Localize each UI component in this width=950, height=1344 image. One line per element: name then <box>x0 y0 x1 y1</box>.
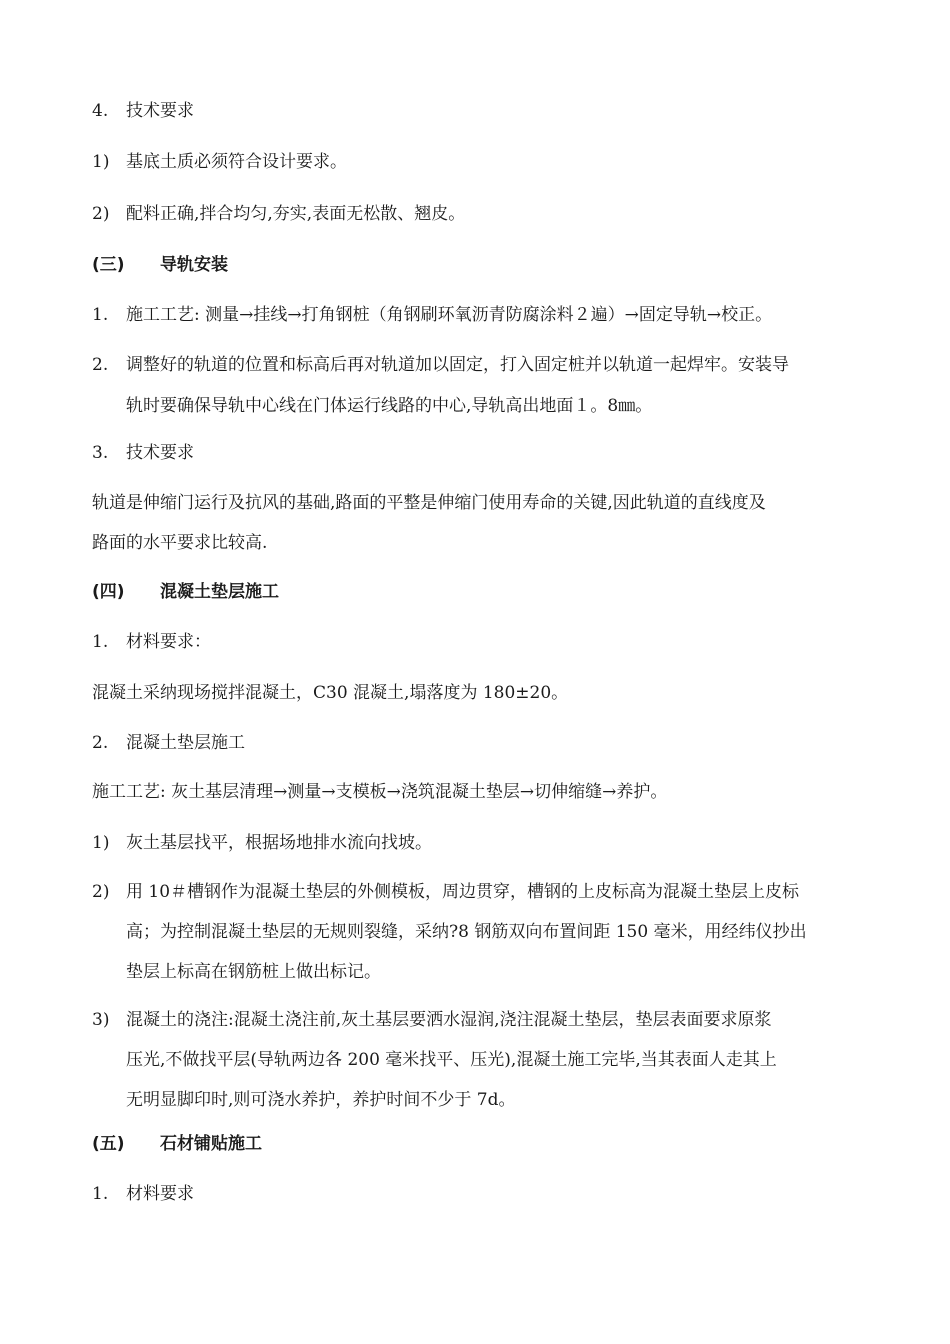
numbered-item <box>92 152 347 172</box>
item-number: 2) <box>92 882 110 902</box>
numbered-item <box>92 632 211 652</box>
numbered-item <box>92 305 772 325</box>
section-title: 导轨安装 <box>160 255 228 275</box>
paragraph-line: 混凝土采纳现场搅拌混凝土，C30 混凝土,塌落度为 180±20。 <box>92 683 569 703</box>
item-text-line: 调整好的轨道的位置和标高后再对轨道加以固定，打入固定桩并以轨道一起焊牢。安装导 <box>126 355 789 375</box>
item-number: 3) <box>92 1010 110 1030</box>
numbered-item <box>92 204 465 224</box>
item-number: 1) <box>92 833 110 853</box>
item-text: 混凝土垫层施工 <box>126 733 245 753</box>
numbered-item <box>92 355 789 375</box>
numbered-item <box>92 443 194 463</box>
item-number: 2. <box>92 355 109 375</box>
item-text: 材料要求： <box>126 632 211 652</box>
item-continuation: 轨时要确保导轨中心线在门体运行线路的中心,导轨高出地面１。8㎜。 <box>126 396 653 416</box>
section-tag: (三) <box>92 255 125 275</box>
paragraph-line: 路面的水平要求比较高. <box>92 533 268 553</box>
item-number: 1) <box>92 152 110 172</box>
item-text-line: 混凝土的浇注:混凝土浇注前,灰土基层要洒水湿润,浇注混凝土垫层，垫层表面要求原浆 <box>126 1010 772 1030</box>
item-number: 2) <box>92 204 110 224</box>
item-text: 施工工艺: 测量→挂线→打角钢桩（角钢刷环氧沥青防腐涂料２遍）→固定导轨→校正。 <box>126 305 773 325</box>
numbered-item <box>92 1184 194 1204</box>
item-continuation: 垫层上标高在钢筋桩上做出标记。 <box>126 962 381 982</box>
item-number: 1. <box>92 632 109 652</box>
item-number: 4. <box>92 101 109 121</box>
item-text: 配料正确,拌合均匀,夯实,表面无松散、翘皮。 <box>126 204 466 224</box>
paragraph-line: 轨道是伸缩门运行及抗风的基础,路面的平整是伸缩门使用寿命的关键,因此轨道的直线度及 <box>92 493 766 513</box>
section-tag: (四) <box>92 582 125 602</box>
numbered-item <box>92 1010 772 1030</box>
numbered-item <box>92 882 799 902</box>
section-heading <box>92 582 279 602</box>
paragraph-line: 施工工艺: 灰土基层清理→测量→支模板→浇筑混凝土垫层→切伸缩缝→养护。 <box>92 782 668 802</box>
item-text-line: 用 10＃槽钢作为混凝土垫层的外侧模板，周边贯穿，槽钢的上皮标高为混凝土垫层上皮标 <box>126 882 800 902</box>
item-number: 1. <box>92 1184 109 1204</box>
item-continuation: 无明显脚印时,则可浇水养护，养护时间不少于 7d。 <box>126 1090 516 1110</box>
item-number: 2. <box>92 733 109 753</box>
item-text: 材料要求 <box>126 1184 194 1204</box>
item-text: 技术要求 <box>126 443 194 463</box>
numbered-item <box>92 733 245 753</box>
numbered-item <box>92 101 194 121</box>
section-title: 混凝土垫层施工 <box>160 582 279 602</box>
item-text: 技术要求 <box>126 101 194 121</box>
section-tag: (五) <box>92 1134 125 1154</box>
section-heading <box>92 1134 262 1154</box>
item-text: 基底土质必须符合设计要求。 <box>126 152 347 172</box>
item-continuation: 压光,不做找平层(导轨两边各 200 毫米找平、压光),混凝土施工完毕,当其表面人走其上 <box>126 1050 777 1070</box>
section-title: 石材铺贴施工 <box>160 1134 262 1154</box>
item-text: 灰土基层找平，根据场地排水流向找坡。 <box>126 833 432 853</box>
item-continuation: 高；为控制混凝土垫层的无规则裂缝，采纳?8 钢筋双向布置间距 150 毫米，用经纬仪抄出 <box>126 922 807 942</box>
section-heading <box>92 255 228 275</box>
item-number: 3. <box>92 443 109 463</box>
item-number: 1. <box>92 305 109 325</box>
numbered-item <box>92 833 432 853</box>
